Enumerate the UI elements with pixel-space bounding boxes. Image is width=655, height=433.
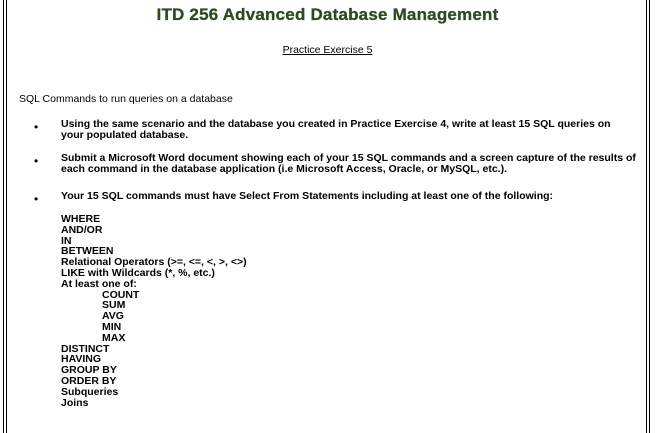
aggregate-item: COUNT (102, 288, 140, 301)
list-item: DISTINCT (61, 342, 110, 355)
list-item: ORDER BY (61, 374, 117, 387)
list-item: Relational Operators (>=, <=, <, >, <>) (61, 256, 247, 269)
document-title: ITD 256 Advanced Database Management (156, 5, 499, 24)
list-item: IN (61, 234, 72, 247)
bullet-text: Submit a Microsoft Word document showing each of your 15 SQL commands and a screen capture of the results of each command in the database application (i.e Microsoft Access, Oracle, or MySQL, etc.). (61, 152, 636, 175)
list-item: At least one of: (61, 277, 137, 290)
list-item: WHERE (61, 213, 101, 225)
list-item: Joins (61, 396, 89, 409)
page-border-left (3, 0, 7, 433)
aggregate-item: SUM (102, 299, 126, 312)
list-item: BETWEEN (61, 245, 114, 258)
bullet-marker: • (34, 192, 39, 206)
list-item: HAVING (61, 353, 102, 366)
list-item: LIKE with Wildcards (*, %, etc.) (61, 266, 215, 279)
bullet-text: Using the same scenario and the database you created in Practice Exercise 4, write at least 15 SQL queries on your populated database. (61, 118, 611, 141)
document-subtitle: Practice Exercise 5 (282, 44, 373, 56)
aggregate-item: MIN (102, 320, 122, 333)
list-item: Subqueries (61, 385, 119, 398)
aggregate-item: MAX (102, 331, 126, 344)
bullet-text: Your 15 SQL commands must have Select From Statements including at least one of the following: (61, 190, 554, 202)
section-heading: SQL Commands to run queries on a database (19, 93, 233, 105)
bullet-marker: • (34, 120, 39, 134)
list-item: AND/OR (61, 223, 103, 236)
requirements-list (61, 214, 247, 408)
aggregate-item: AVG (102, 310, 124, 323)
list-item: GROUP BY (61, 364, 117, 377)
bullet-marker: • (34, 154, 39, 168)
page-border-right (646, 0, 650, 433)
